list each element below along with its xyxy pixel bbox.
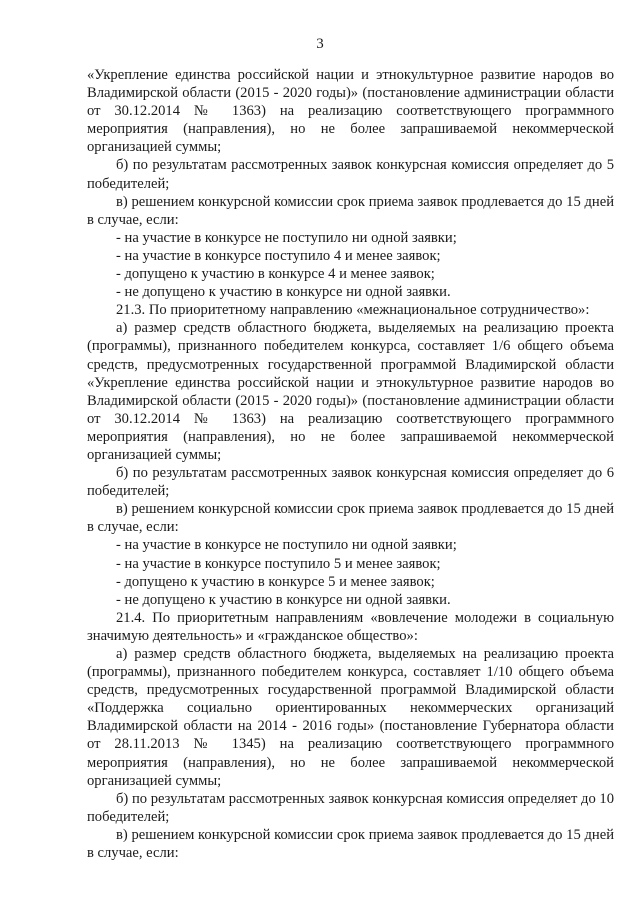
paragraph: в) решением конкурсной комиссии срок приема заявок продлевается до 15 дней в случае, если: xyxy=(87,501,614,536)
paragraph: б) по результатам рассмотренных заявок конкурсная комиссия определяет до 10 победителей; xyxy=(87,790,614,825)
section-heading: 21.3. По приоритетному направлению «межнациональное сотрудничество»: xyxy=(116,302,590,319)
list-item: - на участие в конкурсе поступило 4 и менее заявок; xyxy=(116,247,441,264)
paragraph: в) решением конкурсной комиссии срок приема заявок продлевается до 15 дней в случае, если: xyxy=(87,826,614,862)
list-item: - не допущено к участию в конкурсе ни одной заявки. xyxy=(116,284,451,301)
paragraph: б) по результатам рассмотренных заявок конкурсная комиссия определяет до 6 победителей; xyxy=(87,465,614,500)
paragraph: б) по результатам рассмотренных заявок конкурсная комиссия определяет до 5 победителей; xyxy=(87,157,614,192)
paragraph: «Укрепление единства российской нации и этнокультурное развитие народов во Владимирской области (2015 - 2020 годы)» (постановление администрации области от 30.12.2014 № 1363) на реализацию соответствующего программного мероприятия (направления), но не более запрашиваемой некоммерческой организацией суммы; xyxy=(87,67,614,156)
page-number: 3 xyxy=(316,36,324,52)
list-item: - на участие в конкурсе поступило 5 и менее заявок; xyxy=(116,555,441,572)
paragraph: в) решением конкурсной комиссии срок приема заявок продлевается до 15 дней в случае, если: xyxy=(87,193,614,228)
document-body xyxy=(87,66,614,862)
list-item: - допущено к участию в конкурсе 4 и менее заявок; xyxy=(116,266,435,283)
list-item: - не допущено к участию в конкурсе ни одной заявки. xyxy=(116,591,451,608)
list-item: - допущено к участию в конкурсе 5 и менее заявок; xyxy=(116,573,435,590)
paragraph: а) размер средств областного бюджета, выделяемых на реализацию проекта (программы), признанного победителем конкурса, составляет 1/10 общего объема средств, предусмотренных государственной программой Владимирской области «Поддержка социально ориентированных некоммерческих организаций Владимирской области на 2014 - 2016 годы» (постановление Губернатора области от 28.11.2013 № 1345) на реализацию соответствующего программного мероприятия (направления), но не более запрашиваемой некоммерческой организацией суммы; xyxy=(87,646,614,789)
list-item: - на участие в конкурсе не поступило ни одной заявки; xyxy=(116,229,457,246)
paragraph: а) размер средств областного бюджета, выделяемых на реализацию проекта (программы), признанного победителем конкурса, составляет 1/6 общего объема средств, предусмотренных государственной программой Владимирской области «Укрепление единства российской нации и этнокультурное развитие народов во Владимирской области (2015 - 2020 годы)» (постановление администрации области от 30.12.2014 № 1363) на реализацию соответствующего программного мероприятия (направления), но не более запрашиваемой некоммерческой организацией суммы; xyxy=(87,320,614,463)
section-heading: 21.4. По приоритетным направлениям «вовлечение молодежи в социальную значимую деятельность» и «гражданское общество»: xyxy=(87,609,614,644)
list-item: - на участие в конкурсе не поступило ни одной заявки; xyxy=(116,537,457,554)
